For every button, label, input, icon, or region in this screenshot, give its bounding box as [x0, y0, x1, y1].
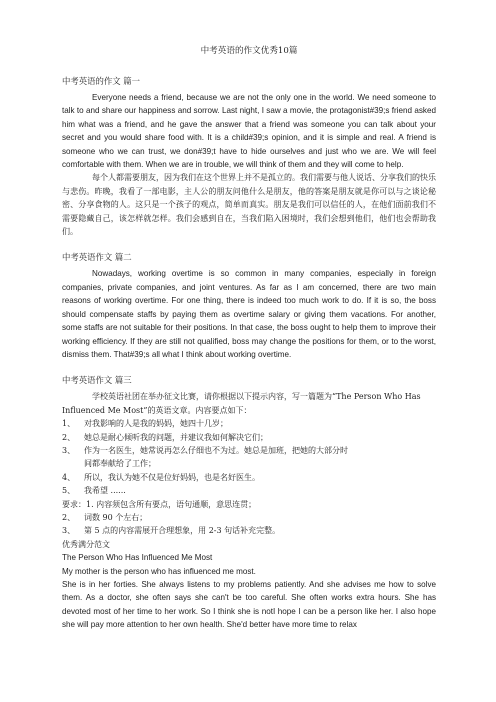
section-2 — [62, 251, 436, 361]
list-item: 4、 所以，我认为她不仅是位好妈妈，也是名好医生。 — [62, 472, 260, 482]
list-item: 1、 对我影响的人是我的妈妈，她四十几岁； — [62, 419, 228, 429]
chinese-paragraph: 每个人都需要朋友，因为我们在这个世界上并不是孤立的。我们需要与他人说话、分享我们的快乐与悲伤。昨晚，我看了一部电影，主人公的朋友问他什么是朋友，他的答案是朋友就是你可以与之谈论秘密、分享食物的人。这只是一个孩子的观点，简单而真实。朋友是我们可以信任的人，在他们面前我们不需要隐藏自己，该怎样就怎样。我们会感到自在，当我们陷入困境时，我们会想到他们，他们也会帮助我们。 — [62, 173, 436, 237]
section-heading: 中考英语作文 篇三 — [62, 375, 132, 386]
list-item: 5、 我希望 ...... — [62, 486, 126, 496]
requirements-line: 要求：1. 内容须包含所有要点，语句通顺，意思连贯； — [62, 499, 257, 509]
sample-line: My mother is the person who has influenced me most. — [62, 566, 256, 576]
requirement-item: 3、 第 5 点的内容需展开合理想象，用 2-3 句话补充完整。 — [62, 526, 281, 536]
list-item: 3、 作为一名医生，她常说再怎么仔细也不为过。她总是加班，把她的大部分时 — [62, 445, 348, 455]
list-item: 间都奉献给了工作； — [84, 459, 156, 469]
requirement-item: 2、 词数 90 个左右； — [62, 512, 148, 522]
english-paragraph: Everyone needs a friend, because we are not the only one in the world. We need someone to talk to and share our happiness and sorrow. Last night, I saw a movie, the protagonist#39;s friend asked him what was a friend, and he gave the answer that a friend was someone you can talk about your secret and you would share food with. It is a child#39;s opinion, and it is simple and real. A friend is someone who we can trust, we don#39;t have to hide ourselves and just who we are. We will feel comfortable with them. When we are in trouble, we will think of them and they will come to help. — [62, 93, 436, 170]
sample-paragraph: She is in her forties. She always listens to my problems patiently. And she advises me how to solve them. As a doctor, she often says she can't be too careful. She often works extra hours. She has devoted most of her time to her work. So I think she is notI hope I can be a person like her. I also hope she will pay more attention to her own health. She'd better have more time to relax — [62, 580, 436, 630]
section-3 — [62, 374, 436, 631]
list-item: 2、 她总是耐心倾听我的问题，并建议我如何解决它们； — [62, 432, 268, 442]
section-heading: 中考英语的作文 篇一 — [62, 76, 141, 86]
sample-title: The Person Who Has Influenced Me Most — [62, 553, 213, 563]
english-paragraph: Nowadays, working overtime is so common in many companies, especially in foreign companies, private companies, and joint ventures. As far as I am concerned, there are two main reasons of working overtime. For one thing, there is indeed too much work to do. If it is so, the boss should compensate staffs by paying them as overtime salary or giving them vacations. For another, some staffs are not suitable for their positions. In that case, the boss ought to help them to improve their working efficiency. If they are still not qualified, boss may change the positions for them, or to the worst, dismiss them. That#39;s all what I think about working overtime. — [62, 269, 436, 359]
section-heading: 中考英语作文 篇二 — [62, 252, 132, 263]
task-intro: 学校英语社团在举办征文比赛，请你根据以下提示内容，写一篇题为“The Person Who Has Influenced Me Most”的英语文章。内容要点如下： — [62, 392, 421, 415]
sample-label: 优秀满分范文 — [62, 539, 110, 549]
document-title: 中考英语的作文优秀10篇 — [200, 46, 298, 56]
section-1 — [62, 75, 436, 238]
